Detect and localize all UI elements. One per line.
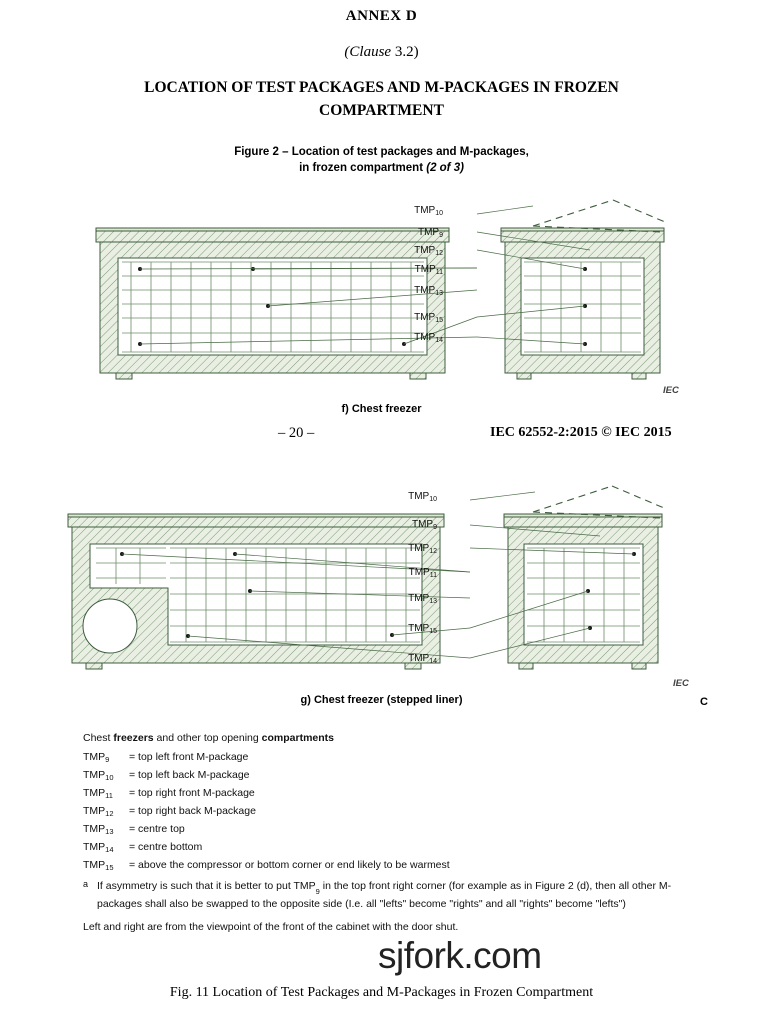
figure-f-subcaption: f) Chest freezer — [341, 403, 422, 415]
clause-reference — [0, 44, 763, 61]
label-tmp13-f: $TMP_{13}$ — [414, 285, 443, 297]
label-tmp10-f: $TMP_{10}$ — [414, 205, 443, 217]
figure-bottom-caption-text: Fig. 11 Location of Test Packages and M-Packages in Frozen Compartment — [169, 985, 594, 1000]
legend-row — [83, 805, 703, 817]
legend-key-base: TMP — [83, 769, 106, 781]
label-tmp15-g: $TMP_{15}$ — [408, 623, 437, 635]
legend-key — [83, 841, 129, 853]
figure-caption-line2-text: in frozen compartment — [299, 162, 424, 174]
footnote-text — [97, 879, 703, 911]
margin-mark: C — [700, 696, 708, 708]
label-tmp12-g: $TMP_{12}$ — [408, 543, 437, 555]
label-tmp13-g: $TMP_{13}$ — [408, 593, 437, 605]
figure-caption-line2 — [0, 160, 763, 176]
legend-value: = top left back M-package — [129, 769, 250, 781]
figure-caption — [0, 144, 763, 176]
legend-key-base: TMP — [83, 787, 106, 799]
iec-mark-g: IEC — [673, 678, 689, 689]
page-title — [50, 76, 713, 122]
figure-bottom-caption — [0, 985, 763, 1001]
standard-reference: IEC 62552-2:2015 © IEC 2015 — [490, 425, 672, 440]
footnote-part1: If asymmetry is such that it is better to put TMP — [97, 880, 316, 892]
label-tmp14-g: $TMP_{14}$ — [408, 653, 437, 665]
legend-block — [83, 732, 703, 933]
footnote-marker: a — [83, 879, 89, 889]
figure-g-subcaption: g) Chest freezer (stepped liner) — [300, 694, 463, 706]
running-header — [0, 425, 763, 445]
footnote-sub: 9 — [315, 887, 320, 897]
legend-key-sub: 12 — [105, 809, 114, 818]
label-tmp11-g: $TMP_{11}$ — [408, 567, 437, 579]
label-tmp14-f: $TMP_{14}$ — [414, 332, 443, 344]
legend-value: = above the compressor or bottom corner or end likely to be warmest — [129, 859, 450, 871]
legend-key-base: TMP — [83, 751, 106, 763]
legend-value: = top right front M-package — [129, 787, 255, 799]
watermark: sjfork.com — [378, 935, 542, 976]
page-title-line2: COMPARTMENT — [319, 102, 444, 119]
legend-key — [83, 805, 129, 817]
legend-value: = top left front M-package — [129, 751, 249, 763]
legend-value: = centre top — [129, 823, 185, 835]
legend-value: = top right back M-package — [129, 805, 256, 817]
legend-key — [83, 751, 129, 763]
legend-heading-b1: freezers — [113, 732, 154, 744]
legend-key-base: TMP — [83, 859, 106, 871]
legend-key — [83, 787, 129, 799]
figure-f-chest-freezer — [0, 192, 763, 397]
legend-value: = centre bottom — [129, 841, 203, 853]
figure-caption-line1: Figure 2 – Location of test packages and M-packages, — [234, 146, 529, 158]
label-tmp15-f: $TMP_{15}$ — [414, 312, 443, 324]
legend-key-sub: 14 — [105, 845, 114, 854]
label-tmp9-g: $TMP_9$ — [411, 519, 437, 531]
legend-key-base: TMP — [83, 823, 106, 835]
clause-number: 3.2 — [394, 44, 414, 60]
clause-paren: ) — [413, 44, 419, 60]
legend-key-base: TMP — [83, 805, 106, 817]
legend-row — [83, 841, 703, 853]
label-tmp10-g: $TMP_{10}$ — [408, 491, 437, 503]
legend-key — [83, 859, 129, 871]
label-tmp9-f: $TMP_9$ — [417, 227, 443, 239]
clause-label: (Clause — [344, 44, 392, 60]
legend-heading-b2: compartments — [261, 732, 335, 744]
footnote-part2: in the top front right corner (for example as in Figure 2 (d), then all other M-packages shall also be swapped to the opposite side (I.e. all "lefts" become "rights" and all "rights" become "lefts") — [97, 880, 672, 911]
label-tmp12-f: $TMP_{12}$ — [414, 245, 443, 257]
annex-title: ANNEX D — [345, 8, 418, 24]
iec-mark-f: IEC — [663, 385, 679, 396]
legend-key-sub: 15 — [105, 863, 114, 872]
legend-heading-mid: and other top opening — [153, 732, 262, 744]
legend-row — [83, 769, 703, 781]
legend-key-base: TMP — [83, 841, 106, 853]
legend-key-sub: 9 — [105, 755, 110, 764]
legend-footnote — [83, 879, 703, 911]
legend-heading-pre: Chest — [83, 732, 114, 744]
page-number: – 20 – — [278, 425, 315, 441]
legend-row — [83, 751, 703, 763]
legend-key — [83, 823, 129, 835]
legend-heading — [83, 732, 703, 744]
figure-g-chest-freezer-stepped — [0, 478, 763, 678]
legend-row — [83, 823, 703, 835]
legend-key — [83, 769, 129, 781]
legend-row — [83, 787, 703, 799]
legend-tail-note: Left and right are from the viewpoint of the front of the cabinet with the door shut. — [83, 921, 459, 934]
label-tmp11-f: $TMP_{11}$ — [414, 264, 443, 276]
legend-key-sub: 11 — [105, 791, 113, 800]
legend-row — [83, 859, 703, 871]
page-title-line1: LOCATION OF TEST PACKAGES AND M-PACKAGES IN FROZEN — [144, 79, 619, 96]
figure-caption-sheet: (2 of 3) — [426, 162, 464, 174]
legend-key-sub: 13 — [105, 827, 114, 836]
legend-key-sub: 10 — [105, 773, 114, 782]
